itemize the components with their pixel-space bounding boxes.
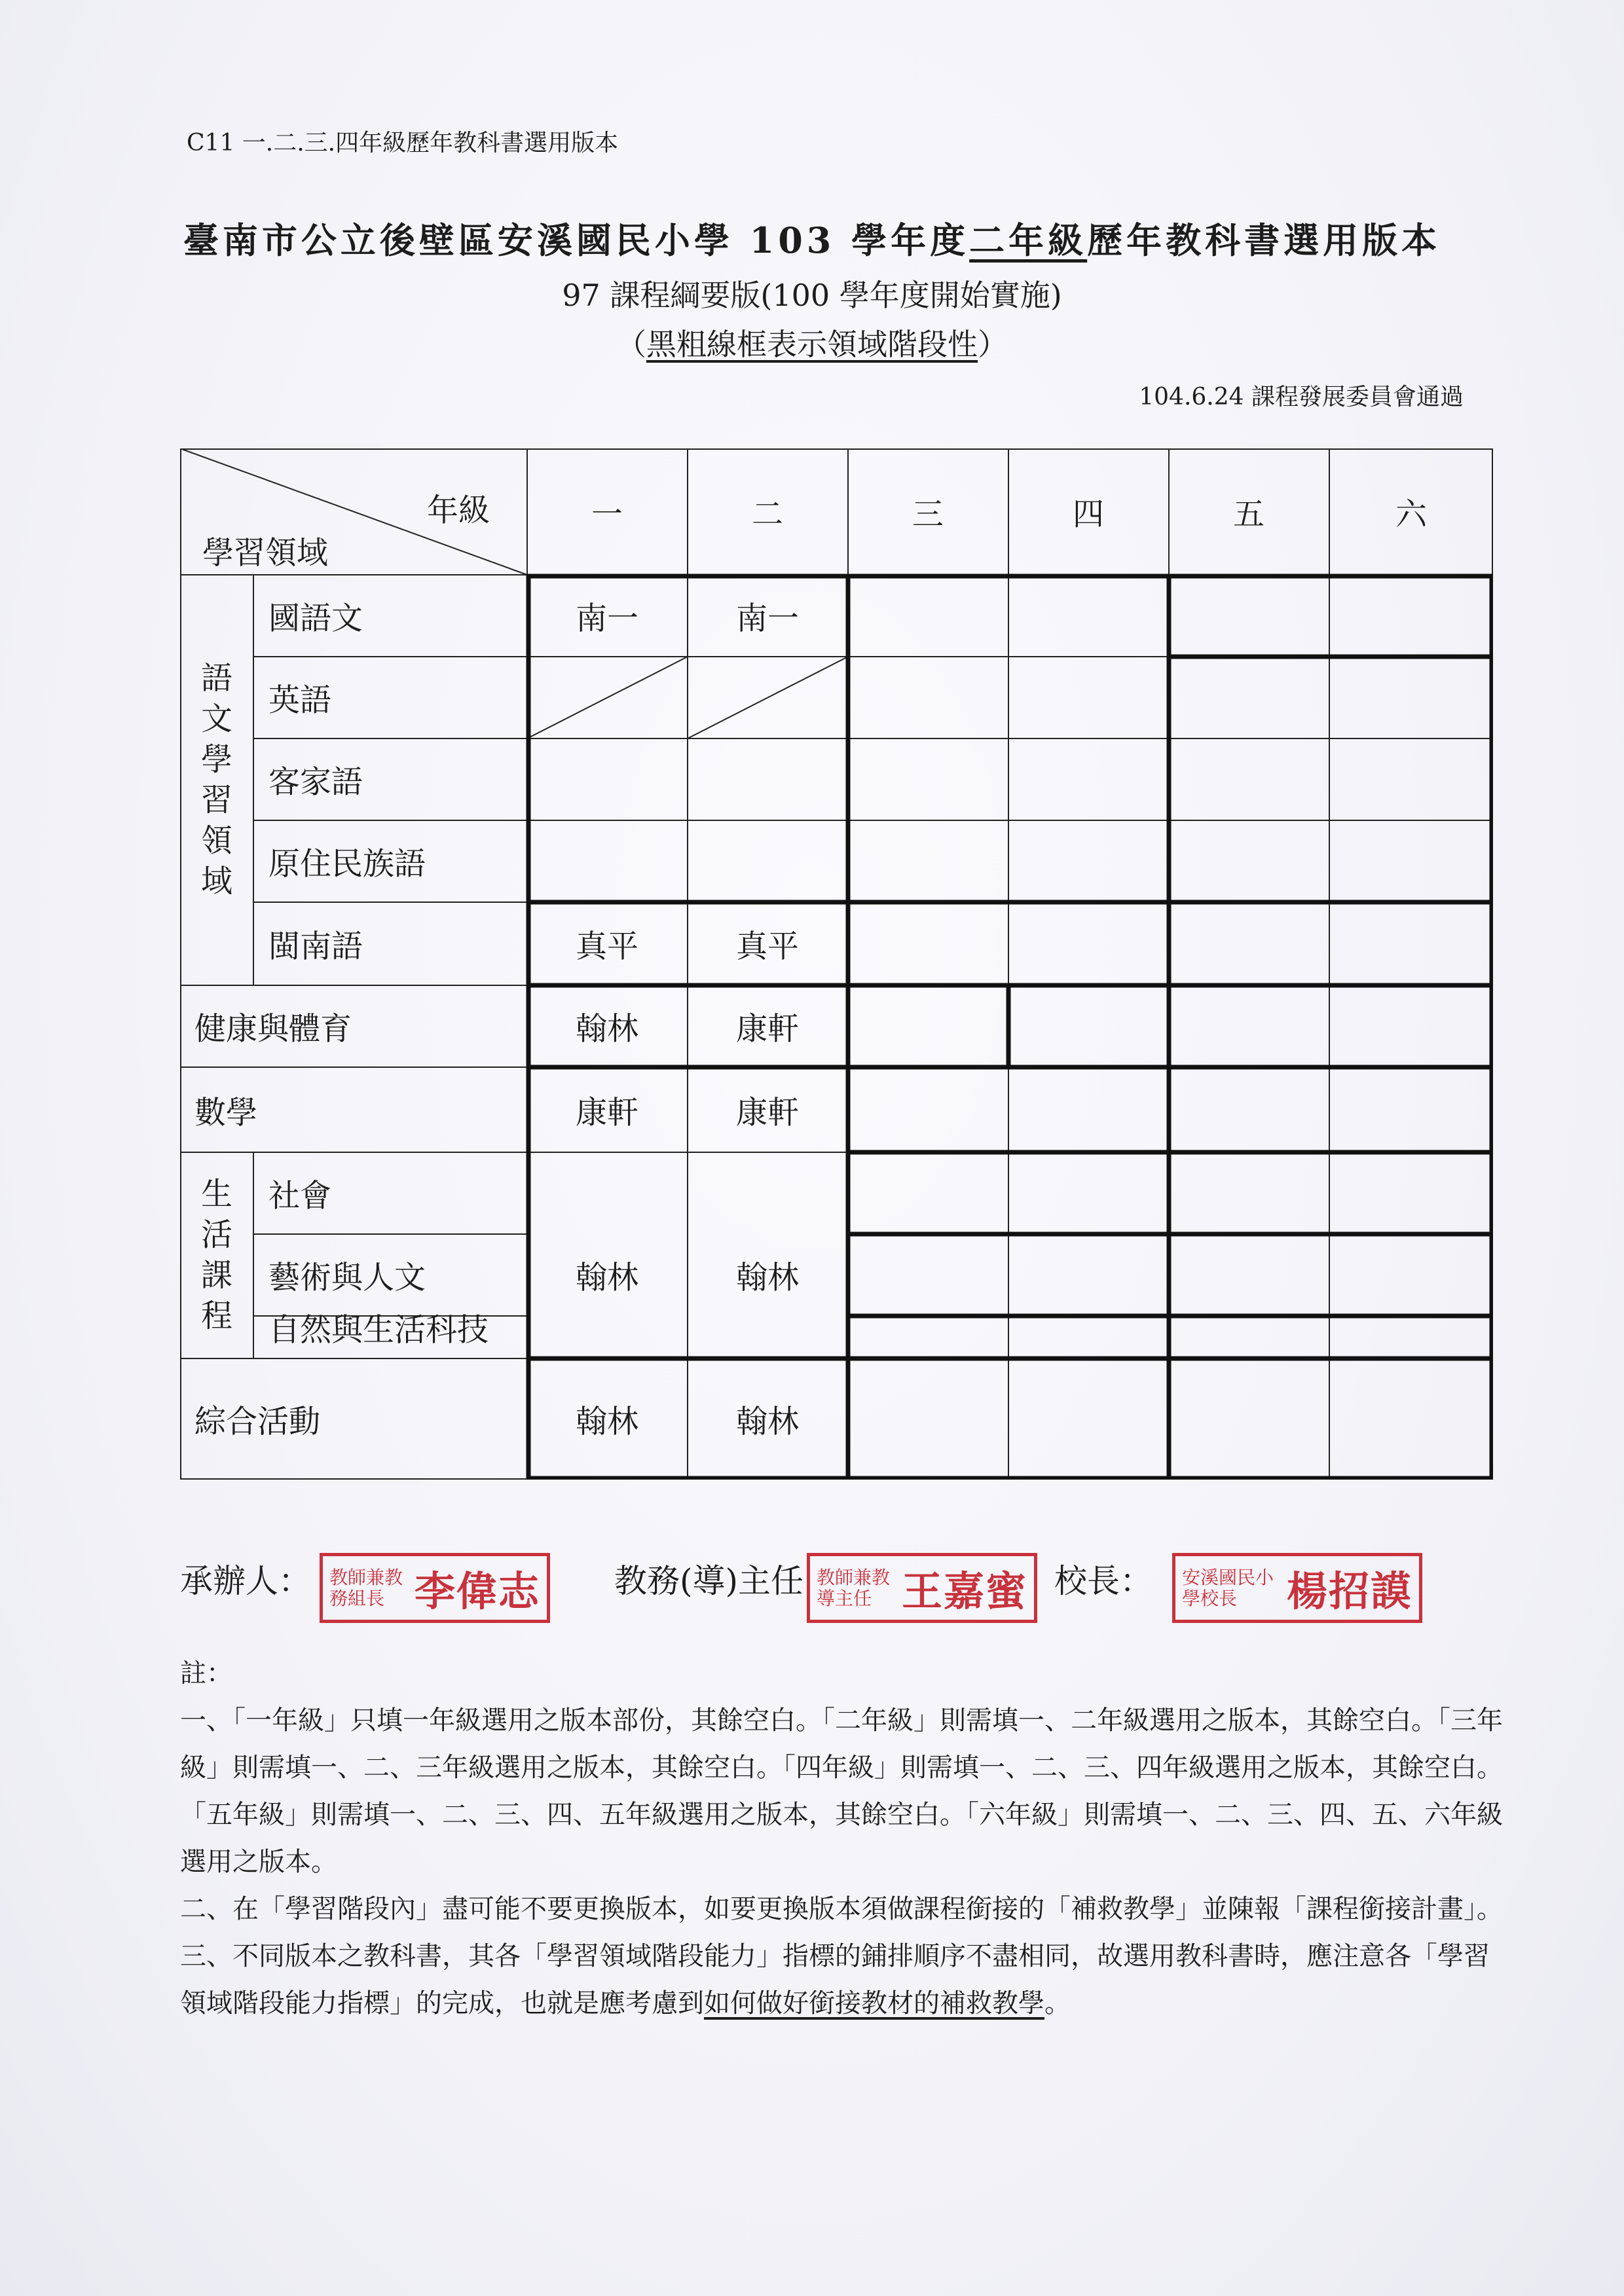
cell-math-g1: 康軒: [575, 1094, 639, 1131]
document-title: [0, 213, 1624, 263]
title-prefix: 臺南市公立後壁區安溪國民小學 103 學年度: [183, 219, 970, 261]
principal-stamp: [1172, 1553, 1422, 1623]
header-grade-label: 年級: [426, 492, 490, 529]
cell-mandarin-g2: 南一: [735, 600, 800, 637]
cell-integrative-g1: 翰林: [575, 1403, 639, 1440]
row-label-science: 自然與生活科技: [268, 1311, 489, 1349]
cell-life-g2: 翰林: [735, 1259, 800, 1296]
subtitle-curriculum: 97 課程綱要版(100 學年度開始實施): [562, 278, 1062, 313]
cell-mandarin-g1: 南一: [575, 600, 639, 637]
reference-line: C11 一.二.三.四年級歷年教科書選用版本: [187, 130, 619, 156]
legend-text: 黑粗線框表示領域階段性: [646, 327, 978, 362]
cell-minnan-g2: 真平: [735, 928, 800, 965]
group-life-curriculum: 生活課程: [200, 1176, 232, 1334]
note-2: 二、在「學習階段內」盡可能不要更換版本，如要更換版本須做課程銜接的「補救教學」並陳報「課程銜接計畫」。: [180, 1894, 1503, 1924]
grade-col-5: 五: [1232, 496, 1265, 533]
note-3-end: 。: [1044, 1988, 1071, 2018]
approval-date: 104.6.24 課程發展委員會通過: [1139, 384, 1464, 410]
notes-section: [180, 1650, 1503, 2027]
note-3: [180, 1933, 1503, 2027]
principal-stamp-title: 安溪國民小學校長: [1182, 1566, 1274, 1609]
legend-close: ）: [978, 327, 1008, 362]
principal-label: 校長：: [1054, 1562, 1153, 1600]
handler-stamp-title: 教師兼教務組長: [329, 1566, 403, 1609]
director-label: 教務(導)主任: [614, 1562, 804, 1600]
director-stamp: [807, 1553, 1037, 1623]
grade-col-4: 四: [1072, 496, 1105, 533]
legend-open: （: [616, 327, 646, 362]
cell-integrative-g2: 翰林: [735, 1403, 800, 1440]
handler-stamp-name: 李偉志: [415, 1567, 541, 1615]
textbook-table: [180, 448, 1493, 1480]
row-label-arts: 藝術與人文: [268, 1259, 426, 1296]
row-label-hakka: 客家語: [268, 763, 363, 801]
cell-math-g2: 康軒: [735, 1094, 800, 1131]
row-label-integrative: 綜合活動: [194, 1403, 321, 1440]
row-label-minnan: 閩南語: [268, 928, 363, 965]
row-label-health-pe: 健康與體育: [194, 1010, 352, 1048]
group-language: 語文學習領域: [200, 660, 232, 900]
notes-heading: 註：: [180, 1658, 232, 1688]
director-stamp-title: 教師兼教導主任: [817, 1566, 891, 1609]
row-label-english: 英語: [268, 682, 332, 719]
title-suffix: 歷年教科書選用版本: [1087, 219, 1441, 261]
row-label-mandarin: 國語文: [268, 600, 363, 637]
handler-label: 承辦人：: [180, 1562, 311, 1600]
row-label-math: 數學: [194, 1094, 258, 1131]
principal-stamp-name: 楊招謨: [1287, 1567, 1413, 1615]
cell-health-g1: 翰林: [575, 1010, 639, 1048]
note-3-emphasis: 如何做好銜接教材的補救教學: [704, 1988, 1044, 2018]
header-area-label: 學習領域: [202, 534, 329, 572]
cell-minnan-g1: 真平: [575, 928, 639, 965]
handler-stamp: [320, 1553, 550, 1623]
cell-health-g2: 康軒: [735, 1010, 800, 1048]
grade-col-6: 六: [1395, 496, 1428, 533]
row-label-social: 社會: [268, 1177, 332, 1214]
grade-col-3: 三: [912, 496, 944, 533]
note-1: 一、「一年級」只填一年級選用之版本部份，其餘空白。「二年級」則需填一、二年級選用之版本，其餘空白。「三年級」則需填一、二、三年級選用之版本，其餘空白。「四年級」則需填一、二、三、四年級選用之版本，其餘空白。「五年級」則需填一、二、三、四、五年級選用之版本，其餘空白。「六年級」則需填一、二、三、四、五、六年級選用之版本。: [180, 1705, 1503, 1877]
title-grade: 二年級: [969, 219, 1088, 261]
director-stamp-name: 王嘉蜜: [902, 1567, 1028, 1615]
note-3-text: 三、不同版本之教科書，其各「學習領域階段能力」指標的鋪排順序不盡相同，故選用教科書時，應注意各「學習領域階段能力指標」的完成，也就是應考慮到: [180, 1941, 1490, 2018]
cell-life-g1: 翰林: [575, 1259, 639, 1296]
grade-col-2: 二: [751, 496, 784, 533]
grade-col-1: 一: [591, 496, 623, 533]
row-label-indigenous: 原住民族語: [268, 845, 426, 883]
subtitle-legend: [0, 321, 1624, 364]
